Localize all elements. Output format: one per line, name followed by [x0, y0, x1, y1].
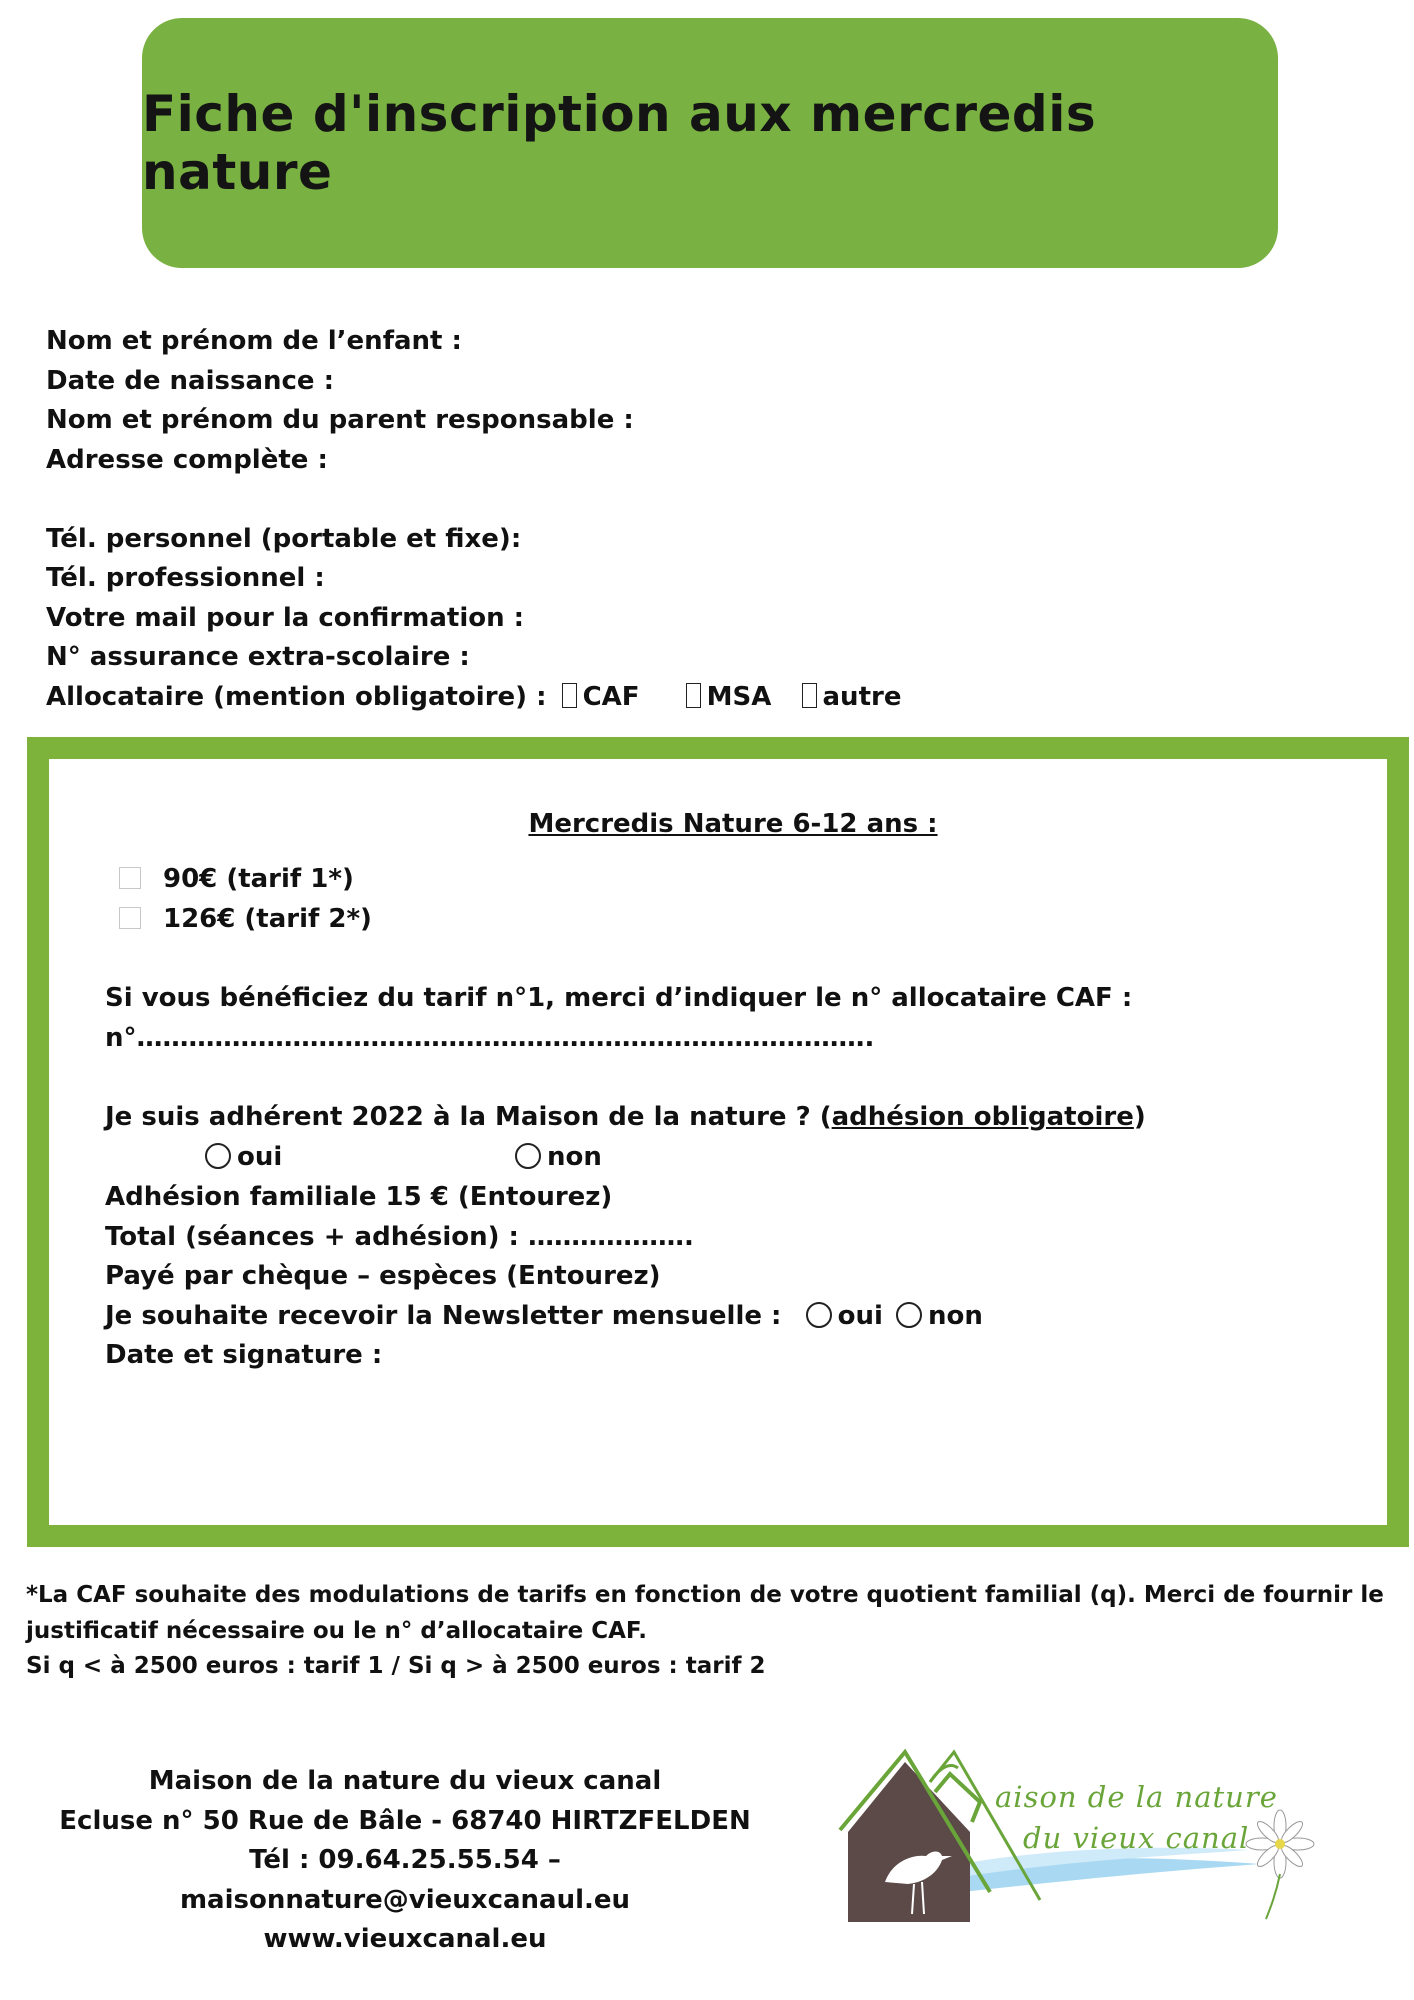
field-personal-phone[interactable]: Tél. personnel (portable et fixe): [46, 523, 522, 554]
adhesion-familiale: Adhésion familiale 15 € (Entourez) [105, 1182, 613, 1212]
tarif-1-checkbox[interactable] [119, 867, 141, 889]
box-title: Mercredis Nature 6-12 ans : [528, 809, 938, 839]
adherent-question [105, 1102, 1146, 1132]
contact-address [30, 1762, 780, 1960]
field-birth-date[interactable]: Date de naissance : [46, 365, 335, 396]
adherent-non [515, 1142, 602, 1172]
org-name: Maison de la nature du vieux canal [148, 1766, 662, 1796]
footnote-line-3: Si q < à 2500 euros : tarif 1 / Si q > à 2500 euros : tarif 2 [26, 1653, 766, 1679]
page-title: Fiche d'inscription aux mercredis nature [142, 85, 1097, 201]
field-address[interactable]: Adresse complète : [46, 444, 328, 475]
tarif-1-label: 90€ (tarif 1*) [163, 864, 354, 894]
org-website[interactable]: www.vieuxcanal.eu [263, 1924, 547, 1954]
newsletter-non-label: non [927, 1301, 983, 1331]
adherent-non-label: non [547, 1142, 602, 1172]
logo-text-line-1: aison de la nature [995, 1780, 1278, 1814]
msa-option-label: MSA [706, 681, 772, 712]
total-field[interactable]: Total (séances + adhésion) : ………………. [105, 1222, 694, 1252]
field-child-name[interactable]: Nom et prénom de l’enfant : [46, 326, 462, 356]
field-spacer [46, 480, 1346, 520]
tarif-option-1 [119, 864, 354, 894]
adherent-non-radio[interactable] [515, 1143, 541, 1169]
newsletter-oui-label: oui [837, 1301, 883, 1331]
caf-option-label: CAF [582, 681, 640, 712]
registration-box [27, 737, 1409, 1547]
field-work-phone[interactable]: Tél. professionnel : [46, 563, 325, 593]
newsletter-non-radio[interactable] [896, 1302, 922, 1328]
org-contact[interactable]: Tél : 09.64.25.55.54 – maisonnature@vieuxcanaul.eu [179, 1845, 631, 1915]
autre-option-label: autre [822, 681, 902, 712]
footnote-line-2: justificatif nécessaire ou le n° d’allocataire CAF. [26, 1617, 647, 1644]
msa-checkbox[interactable] [686, 683, 701, 708]
field-parent-name[interactable]: Nom et prénom du parent responsable : [46, 405, 634, 435]
date-signature-field[interactable]: Date et signature : [105, 1340, 383, 1370]
tarif-option-2 [119, 904, 372, 934]
caf-checkbox[interactable] [562, 683, 577, 708]
newsletter-row [105, 1301, 983, 1331]
field-email[interactable]: Votre mail pour la confirmation : [46, 602, 525, 633]
tarif-2-checkbox[interactable] [119, 907, 141, 929]
adherent-oui-radio[interactable] [205, 1143, 231, 1169]
allocataire-label: Allocataire (mention obligatoire) : [46, 681, 547, 712]
caf-number-field[interactable]: n°…………………………………………………………………………. [105, 1023, 875, 1053]
footnote-line-1: *La CAF souhaite des modulations de tarifs en fonction de votre quotient familial (q). Merci de fournir le [26, 1582, 1384, 1608]
newsletter-text: Je souhaite recevoir la Newsletter mensuelle : [105, 1301, 782, 1331]
header-banner [142, 18, 1278, 268]
footnote [26, 1578, 1386, 1685]
adherent-oui-label: oui [237, 1142, 283, 1172]
adhesion-obligatoire: adhésion obligatoire [831, 1102, 1134, 1132]
maison-nature-logo [830, 1722, 1330, 1922]
tarif-2-label: 126€ (tarif 2*) [163, 904, 372, 934]
field-insurance[interactable]: N° assurance extra-scolaire : [46, 642, 470, 672]
newsletter-oui-radio[interactable] [806, 1302, 832, 1328]
adherent-text: Je suis adhérent 2022 à la Maison de la nature ? ( [105, 1102, 832, 1132]
logo-text-line-2: du vieux canal [1023, 1821, 1250, 1855]
org-street: Ecluse n° 50 Rue de Bâle - 68740 HIRTZFELDEN [59, 1805, 751, 1836]
adherent-oui [205, 1142, 282, 1172]
autre-checkbox[interactable] [802, 683, 817, 708]
caf-number-text: Si vous bénéficiez du tarif n°1, merci d’indiquer le n° allocataire CAF : [105, 983, 1133, 1013]
form-fields [46, 322, 1346, 717]
adherent-close: ) [1133, 1102, 1146, 1132]
payment-method: Payé par chèque – espèces (Entourez) [105, 1261, 661, 1291]
field-allocataire [46, 678, 1346, 718]
